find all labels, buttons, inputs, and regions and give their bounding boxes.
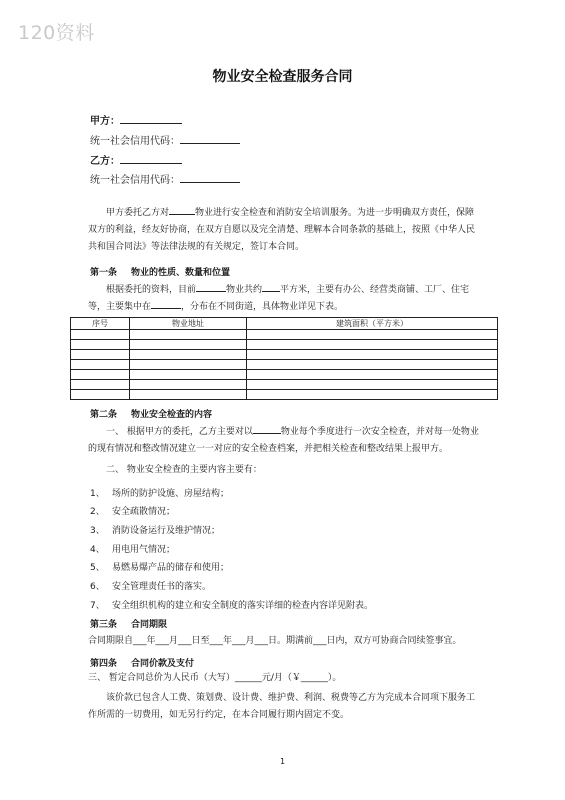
document-title: 物业安全检查服务合同 xyxy=(212,69,353,85)
party-b-credit-label: 统一社会信用代码： xyxy=(90,175,180,186)
table-row xyxy=(71,360,498,370)
list-item: 4、 用电用气情况； xyxy=(90,545,176,555)
article-2-paragraph-2: 二、 物业安全检查的主要内容主要有： xyxy=(106,465,262,475)
intro-blank xyxy=(169,206,195,215)
table-row xyxy=(71,340,498,350)
party-b-blank xyxy=(120,154,182,164)
party-b-credit-blank xyxy=(180,173,240,183)
article-4-paragraph-2: 该价款已包含人工费、策划费、设计费、维护费、利润、税费等乙方为完成本合同项下服务工作所需的一切费用，如无另行约定，在本合同履行期内固定不变。 xyxy=(88,693,476,720)
article-4-paragraph-1: 三、 暂定合同总价为人民币（大写）______元/月（￥______）。 xyxy=(88,673,342,683)
table-row xyxy=(71,390,498,400)
list-item: 6、 安全管理责任书的落实。 xyxy=(90,582,212,592)
article-3-heading: 第三条 合同期限 xyxy=(90,620,168,630)
list-item: 1、 场所的防护设施、房屋结构； xyxy=(90,489,230,499)
article-2-paragraph-1: 一、 根据甲方的委托，乙方主要对以 物业每个季度进行一次安全检查，并对每一处物业的现有情况和整改情况建立一一对应的安全检查档案，并把相关检查和整改结果上报甲方。 xyxy=(88,427,479,454)
party-a-label: 甲方： xyxy=(90,116,120,127)
table-row xyxy=(71,330,498,340)
table-header-cell: 物业地址 xyxy=(130,318,247,330)
party-a-credit-label: 统一社会信用代码： xyxy=(90,136,180,147)
table-header-cell: 建筑面积（平方米） xyxy=(247,318,498,330)
table-row xyxy=(71,350,498,360)
party-a-blank xyxy=(120,114,182,124)
article-3-paragraph: 合同期限自___年___月___日至___年___月___日。期满前___日内，双方可协商合同续签事宜。 xyxy=(88,636,462,646)
table-row xyxy=(71,370,498,380)
table-header-row xyxy=(71,318,498,330)
table-header-cell: 序号 xyxy=(71,318,130,330)
property-table xyxy=(70,317,498,400)
list-item: 7、 安全组织机构的建立和安全制度的落实详细的检查内容详见附表。 xyxy=(90,601,374,611)
party-a-credit-line xyxy=(90,132,240,147)
party-b-line xyxy=(90,152,182,167)
article-2-heading: 第二条 物业安全检查的内容 xyxy=(90,410,213,420)
list-item: 3、 消防设备运行及维护情况； xyxy=(90,526,221,536)
list-item: 2、 安全疏散情况； xyxy=(90,507,176,517)
watermark: 120资料 xyxy=(18,22,95,44)
party-a-line xyxy=(90,112,182,127)
party-b-label: 乙方： xyxy=(90,156,120,167)
party-b-credit-line xyxy=(90,171,240,186)
list-item: 5、 易燃易爆产品的储存和使用； xyxy=(90,563,230,573)
intro-paragraph: 甲方委托乙方对 物业进行安全检查和消防安全培训服务。为进一步明确双方责任，保障双方的利益，经友好协商，在双方自愿以及完全清楚、理解本合同条款的基础上，按照《中华人民共和国合同法》等法律法规的有关规定，签订本合同。 xyxy=(88,208,476,252)
table-row xyxy=(71,380,498,390)
article-4-heading: 第四条 合同价款及支付 xyxy=(90,659,195,669)
page-number: 1 xyxy=(279,757,286,766)
article-1-heading: 第一条 物业的性质、数量和位置 xyxy=(90,268,231,278)
party-a-credit-blank xyxy=(180,134,240,144)
article-1-paragraph: 根据委托的资料，目前 物业共约 平方米，主要有办公、经营类商铺、工厂、住宅等，主要集中在 ，分布在不同街道，具体物业详见下表。 xyxy=(88,285,470,312)
